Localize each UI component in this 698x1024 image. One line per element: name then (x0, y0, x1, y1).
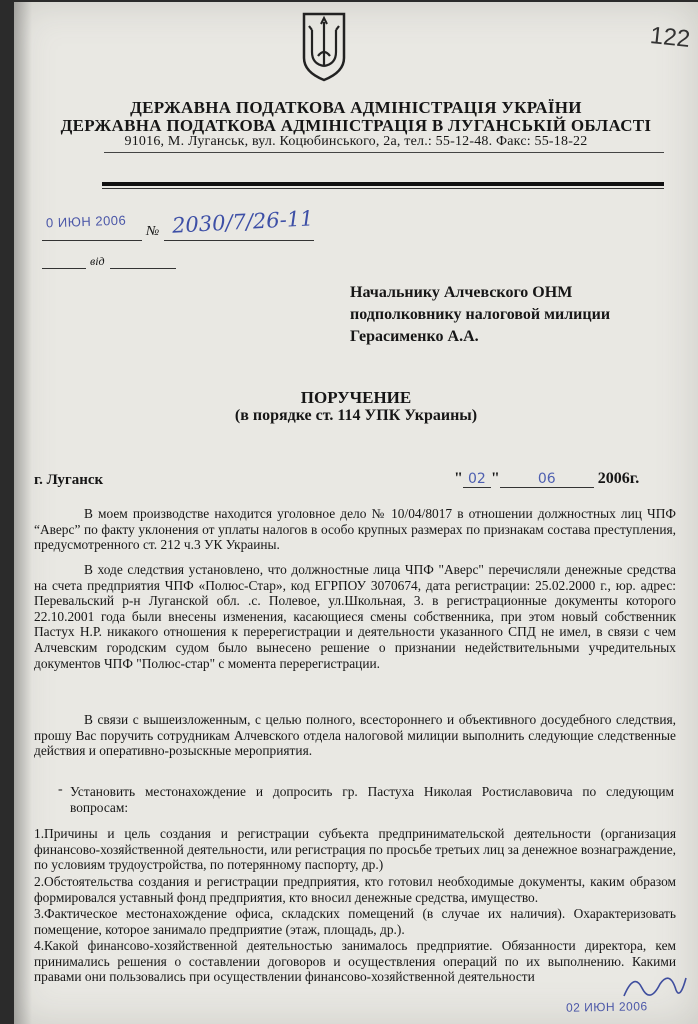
addressee-line-3: Герасименко А.А. (350, 328, 479, 345)
question-2: 2.Обстоятельства создания и регистрации предприятия, кто готовил необходимые документы, каким образом формировался уставный фонд предприятия, кто вносил денежные средства, имущество. (34, 874, 676, 905)
header-line-2: ДЕРЖАВНА ПОДАТКОВА АДМІНІСТРАЦІЯ В ЛУГАНСЬКІЙ ОБЛАСТІ (60, 116, 652, 135)
header-address: 91016, М. Луганськ, вул. Коцюбинського, 2а, тел.: 55-12-48. Факс: 55-18-22 (124, 134, 588, 149)
document-page (14, 2, 698, 1024)
handwritten-page-number: 122 (648, 21, 692, 54)
question-1: 1.Причины и цель создания и регистрации субъекта предпринимательской деятельности (организация финансово-хозяйственной деятельности, или регистрация по просьбе третьих лиц за денежное вознаграждение, по условиям трудоустройства, по потерянному паспорту, др.) (34, 826, 676, 873)
date-quote-close: " (490, 470, 500, 487)
date-month: 06 (500, 471, 594, 488)
document-title: ПОРУЧЕНИЕ (300, 388, 412, 407)
reg-from-line-1 (42, 268, 86, 269)
paragraph-3: В связи с вышеизложенным, с целью полного, всестороннего и объективного досудебного следствия, прошу Вас поручить сотрудникам Алчевского отдела налоговой милиции выполнить следующие следственные действия и оперативно-розыскные мероприятия. (34, 712, 676, 759)
header-underline (104, 152, 664, 153)
city: г. Луганск (34, 472, 104, 488)
bullet-mark: - (58, 782, 63, 797)
bottom-stamp-date: 02 ИЮН 2006 (565, 999, 648, 1015)
reg-number-line (164, 240, 314, 241)
document-subtitle: (в порядке ст. 114 УПК Украины) (234, 407, 478, 424)
paragraph-1: В моем производстве находится уголовное дело № 10/04/8017 в отношении должностных лиц ЧПФ “Аверс” по факту уклонения от уплаты налогов в особо крупных размерах по признакам состава преступления, предусмотренного ст. 212 ч.3 УК Украины. (34, 506, 676, 553)
reg-from-label: від (90, 254, 105, 268)
addressee-line-2: подполковнику налоговой милиции (350, 306, 611, 323)
addressee-line-1: Начальнику Алчевского ОНМ (350, 284, 573, 301)
header-rule-thick (102, 182, 664, 186)
date-year: 2006г. (597, 470, 640, 487)
question-4: 4.Какой финансово-хозяйственной деятельностью занималось предприятие. Обязанности директора, кем принимались решения о составлении договоров и осуществления операций по их выполнению. Какими правами они пользовались при осуществлении финансово-хозяйственной деятельности (34, 938, 676, 985)
registration-stamp-date: 0 ИЮН 2006 (45, 212, 127, 231)
reg-number-label: № (146, 224, 160, 239)
reg-date-line (42, 240, 142, 241)
trident-emblem-icon (300, 10, 348, 82)
date-day: 02 (463, 471, 491, 488)
header-rule-thin (102, 188, 664, 189)
date-quote-open: " (454, 470, 463, 487)
binding-shadow (14, 2, 32, 1024)
paragraph-2: В ходе следствия установлено, что должностные лица ЧПФ "Аверс" перечисляли денежные средства на счета предприятия ЧПФ «Полюс-Стар», код ЕГРПОУ 3070674, дата регистрации: 25.02.2000 г., юр. адрес: Перевальский р-н Луганской обл. .с. Полевое, ул.Школьная, 3. в регистрационные документы которого 22.10.2001 года были внесены изменения, касающиеся смены собственника, при этом новый собственник Пастух Н.Р. никакого отношения к перерегистрации и деятельности указанного СПД не имел, в связи с чем Алчевским городским судом было вынесено решение о признании недействительными учредительных документов ЧПФ "Полюс-стар" с момента перерегистрации. (34, 562, 676, 671)
document-date (454, 470, 639, 488)
question-3: 3.Фактическое местонахождение офиса, складских помещений (в случае их наличия). Охарактеризовать помещение, которое занимало предприятие (этаж, площадь, др.). (34, 906, 676, 937)
reg-number-handwritten: 2030/7/26-11 (171, 206, 315, 238)
header-line-1: ДЕРЖАВНА ПОДАТКОВА АДМІНІСТРАЦІЯ УКРАЇНИ (130, 98, 582, 117)
reg-from-line-2 (110, 268, 176, 269)
bullet-item: Установить местонахождение и допросить гр. Пастуха Николая Ростиславовича по следующим вопросам: (70, 784, 674, 815)
